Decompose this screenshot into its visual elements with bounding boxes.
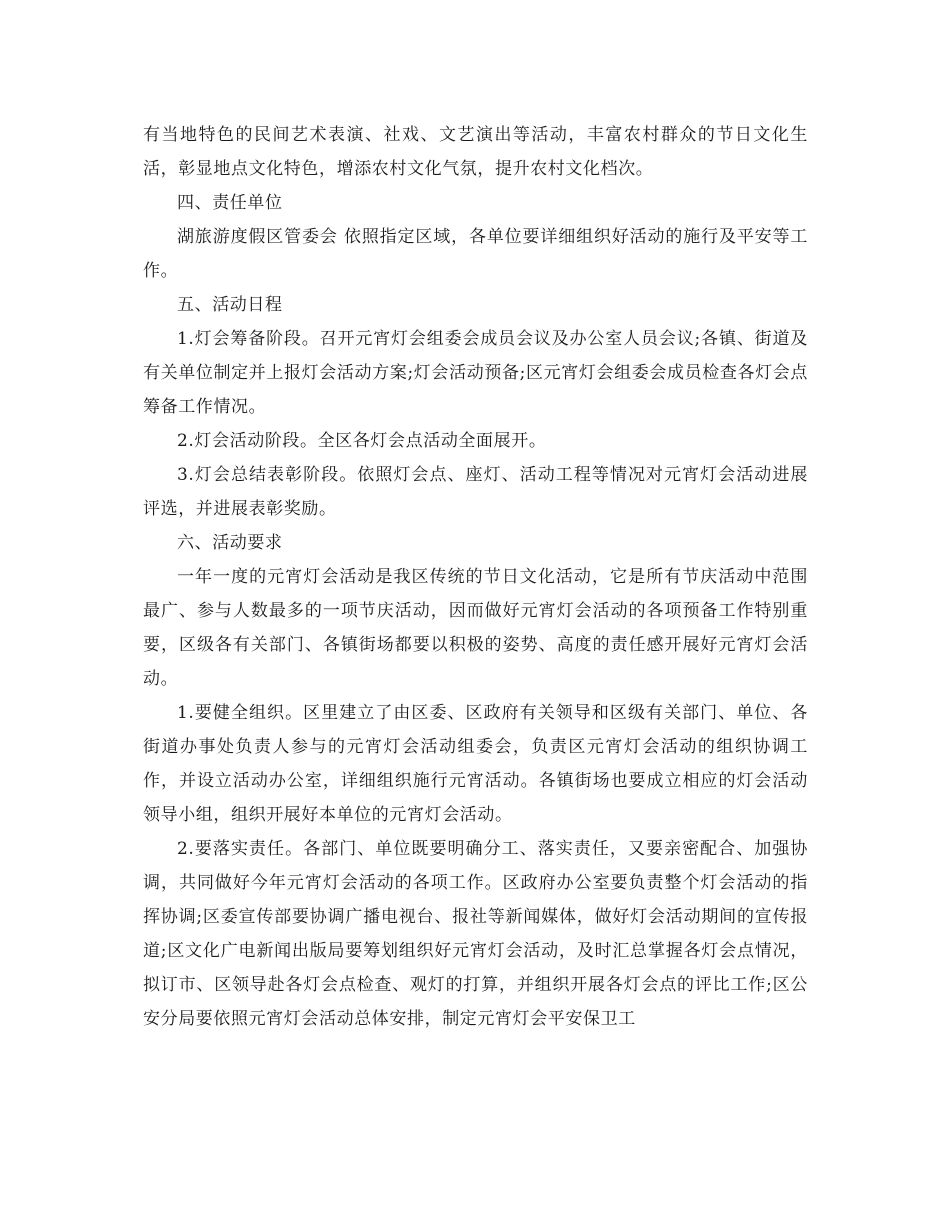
paragraph: 2.要落实责任。各部门、单位既要明确分工、落实责任，又要亲密配合、加强协调，共同做好今年元宵灯会活动的各项工作。区政府办公室要负责整个灯会活动的指挥协调;区委宣传部要协调广播电视台、报社等新闻媒体，做好灯会活动期间的宣传报道;区文化广电新闻出版局要筹划组织好元宵灯会活动，及时汇总掌握各灯会点情况，拟订市、区领导赴各灯会点检查、观灯的打算，并组织开展各灯会点的评比工作;区公安分局要依照元宵灯会活动总体安排，制定元宵灯会平安保卫工 [143,839,808,1029]
paragraph: 1.灯会筹备阶段。召开元宵灯会组委会成员会议及办公室人员会议;各镇、街道及有关单位制定并上报灯会活动方案;灯会活动预备;区元宵灯会组委会成员检查各灯会点筹备工作情况。 [143,329,808,417]
section-heading-requirements: 六、活动要求 [177,533,283,553]
paragraph: 有当地特色的民间艺术表演、社戏、文艺演出等活动，丰富农村群众的节日文化生活，彰显地点文化特色，增添农村文化气氛，提升农村文化档次。 [143,125,808,179]
paragraph: 1.要健全组织。区里建立了由区委、区政府有关领导和区级有关部门、单位、各街道办事处负责人参与的元宵灯会活动组委会，负责区元宵灯会活动的组织协调工作，并设立活动办公室，详细组织施行元宵活动。各镇街场也要成立相应的灯会活动领导小组，组织开展好本单位的元宵灯会活动。 [143,703,808,825]
section-heading-responsible-units: 四、责任单位 [177,193,283,213]
paragraph: 3.灯会总结表彰阶段。依照灯会点、座灯、活动工程等情况对元宵灯会活动进展评选，并进展表彰奖励。 [143,465,808,519]
document-body [143,118,808,1036]
paragraph: 2.灯会活动阶段。全区各灯会点活动全面展开。 [177,431,547,451]
paragraph: 一年一度的元宵灯会活动是我区传统的节日文化活动，它是所有节庆活动中范围最广、参与人数最多的一项节庆活动，因而做好元宵灯会活动的各项预备工作特别重要，区级各有关部门、各镇街场都要以积极的姿势、高度的责任感开展好元宵灯会活动。 [143,567,808,689]
paragraph: 湖旅游度假区管委会 依照指定区域，各单位要详细组织好活动的施行及平安等工作。 [143,227,808,281]
section-heading-schedule: 五、活动日程 [177,295,283,315]
